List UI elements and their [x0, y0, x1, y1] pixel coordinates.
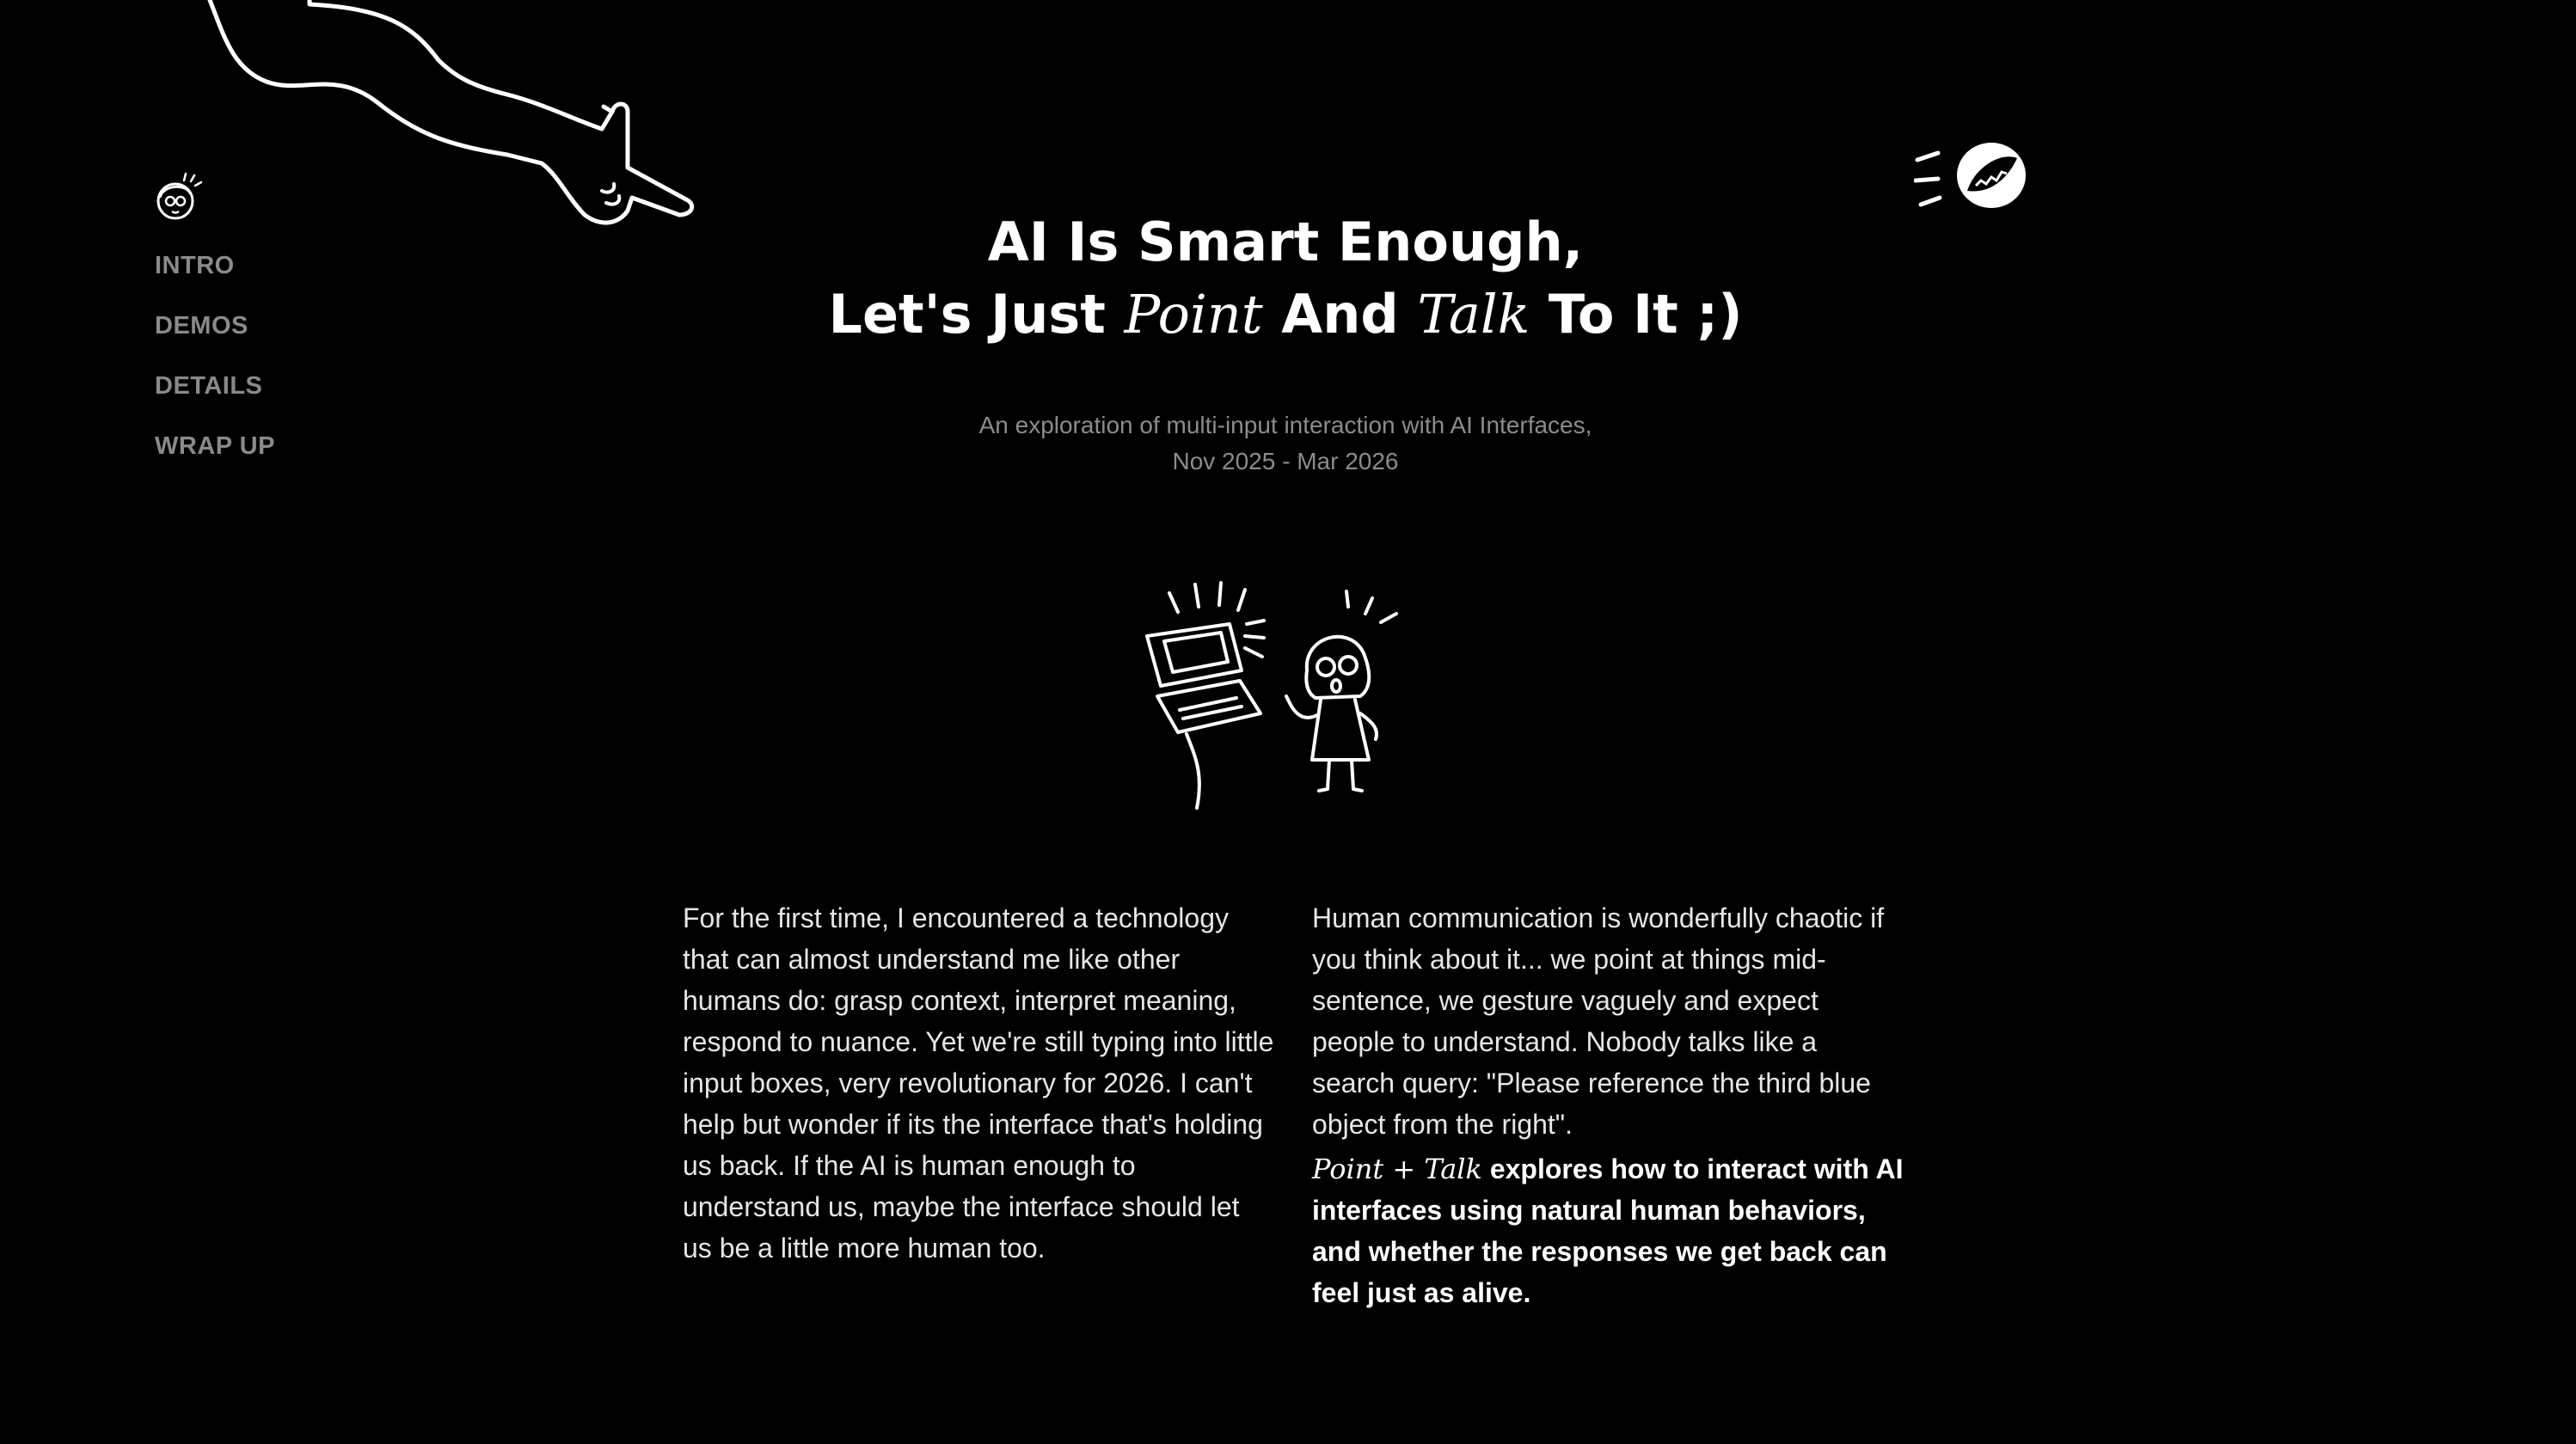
title-point-word: Point [1124, 283, 1263, 346]
nav-item-details[interactable]: DETAILS [155, 372, 263, 400]
subtitle-line-1: An exploration of multi-input interaction with AI Interfaces, [978, 412, 1592, 438]
title-text-b: And [1262, 283, 1418, 346]
nav-item-demos[interactable]: DEMOS [155, 312, 248, 340]
girl-face-logo-icon[interactable] [151, 168, 206, 223]
communication-paragraph: Human communication is wonderfully chaotic if you think about it... we point at things mid-sentence, we gesture vaguely and expect people to understand. Nobody talks like a search query: "Please reference the third blue object from the right". [1312, 903, 1885, 1140]
sidebar-nav [155, 251, 275, 492]
talking-mouth-icon [1914, 134, 2034, 220]
title-text-a: Let's Just [828, 283, 1125, 346]
subtitle-date: Nov 2025 - Mar 2026 [1172, 448, 1399, 474]
project-summary [1312, 1148, 1905, 1313]
title-line-2 [757, 278, 1814, 351]
title-line-1: AI Is Smart Enough, [987, 211, 1584, 273]
pointing-hand-icon [198, 0, 714, 232]
project-summary-text: explores how to interact with AI interfaces using natural human behaviors, and whether the responses we get back can feel just as alive. [1312, 1153, 1904, 1308]
title-text-c: To It ;) [1530, 283, 1743, 346]
nav-item-wrap-up[interactable]: WRAP UP [155, 432, 275, 460]
computer-and-girl-illustration [1135, 576, 1419, 817]
point-talk-name: Point + Talk [1312, 1153, 1482, 1185]
intro-paragraph-left: For the first time, I encountered a technology that can almost understand me like other humans do: grasp context, interpret meaning, respond to nuance. Yet we're still typing into little input boxes, very revolutionary for 2026. I can't help but wonder if its the interface that's holding us back. If the AI is human enough to understand us, maybe the interface should let us be a little more human too. [683, 903, 1274, 1264]
page-title [757, 206, 1814, 351]
nav-item-intro[interactable]: INTRO [155, 252, 235, 279]
title-talk-word: Talk [1417, 283, 1530, 346]
intro-paragraph-right [1312, 897, 1905, 1313]
subtitle [843, 407, 1728, 480]
